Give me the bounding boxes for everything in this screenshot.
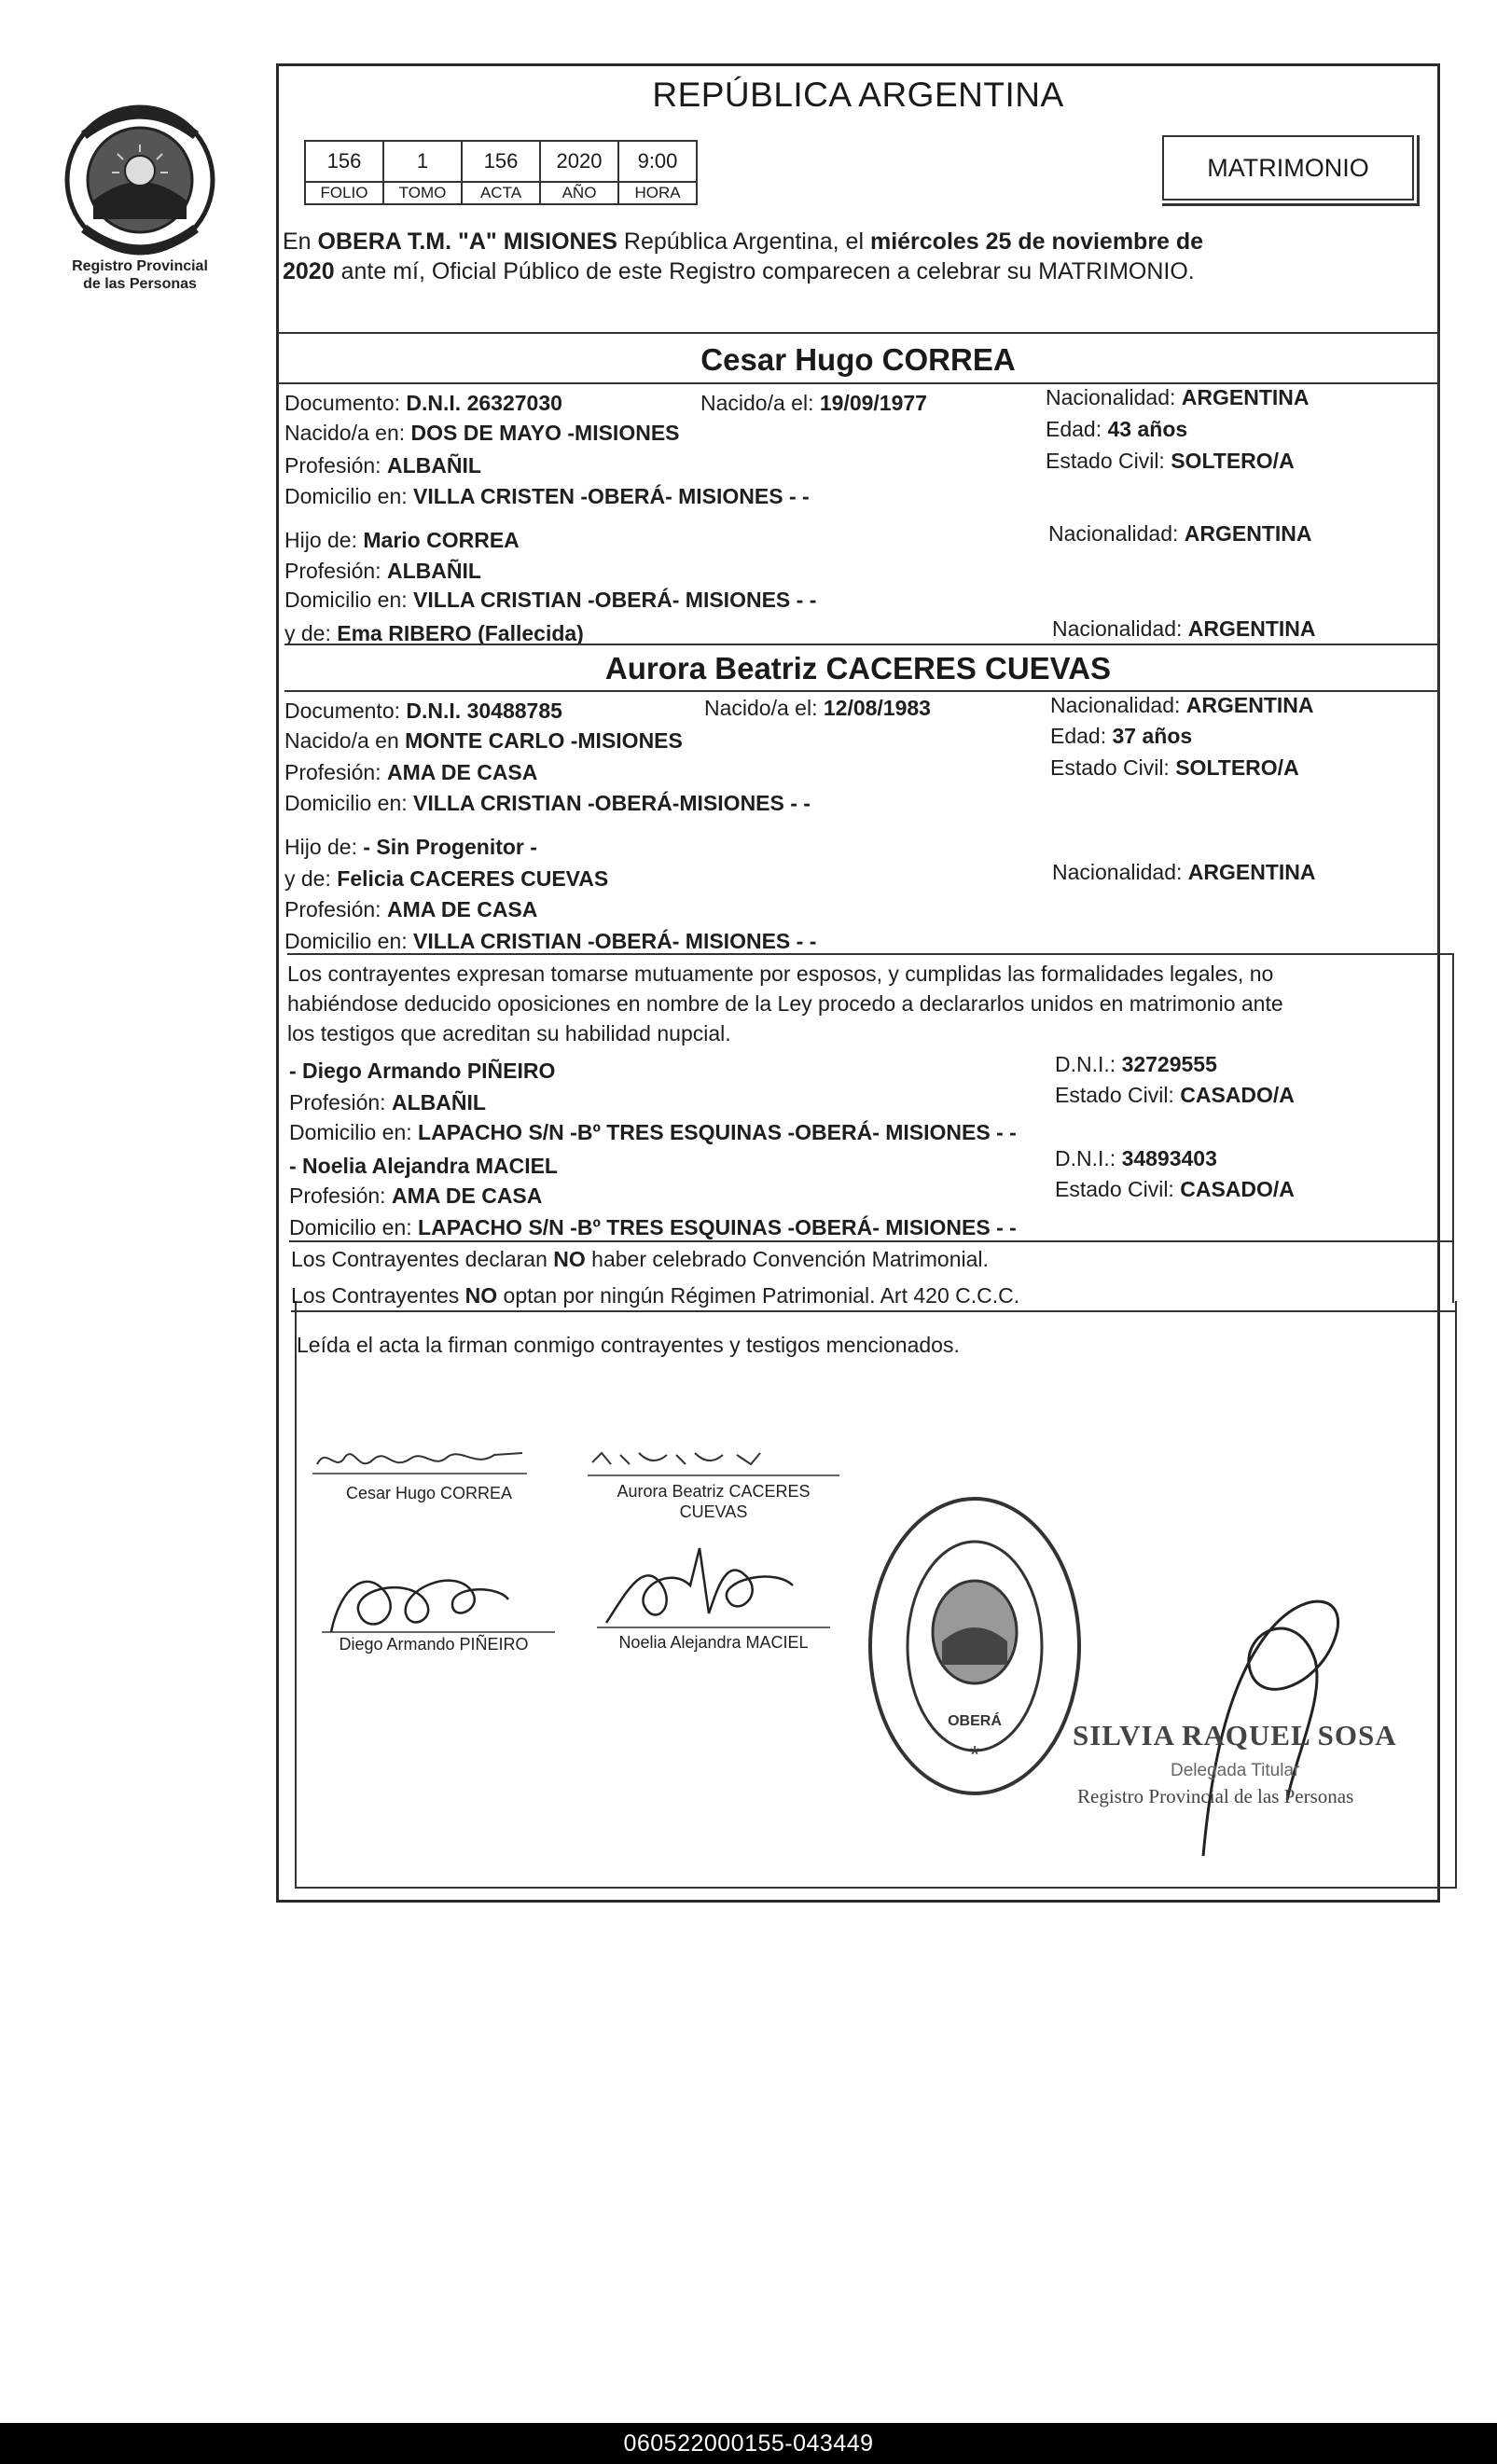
act-type-box: MATRIMONIO [1162,135,1414,201]
value: LAPACHO S/N -Bº TRES ESQUINAS -OBERÁ- MISIONES - - [418,1215,1017,1239]
value: ARGENTINA [1181,385,1310,409]
value: VILLA CRISTEN -OBERÁ- MISIONES - - [413,484,810,508]
bride-nacido-en [284,727,683,754]
label: Profesión: [284,559,387,583]
witness1-dom [289,1119,1017,1145]
value: 19/09/1977 [819,391,927,415]
label: Estado Civil: [1055,1177,1181,1201]
intro-place: OBERA T.M. "A" MISIONES [317,228,617,255]
stamp-city: OBERÁ [948,1713,1002,1729]
closing-statement: Leída el acta la firman conmigo contrayentes y testigos mencionados. [297,1333,960,1357]
bride-mother-dom [284,928,816,954]
seal-caption [37,257,243,293]
value: Mario CORREA [363,528,520,552]
page-title: REPÚBLICA ARGENTINA [652,76,1064,114]
hora-label: HORA [618,182,697,204]
label: Nacionalidad: [1046,385,1182,409]
value: D.N.I. 30488785 [406,699,562,723]
value: VILLA CRISTIAN -OBERÁ-MISIONES - - [413,791,811,815]
intro-year: 2020 [283,258,335,284]
value: 32729555 [1121,1052,1217,1076]
label: Edad: [1046,417,1108,441]
value: ALBAÑIL [386,453,481,478]
emphasis: NO [553,1247,586,1271]
bride-mother-prof [284,896,537,922]
declaration-line1: Los contrayentes expresan tomarse mutuamente por esposos, y cumplidas las formalidades legales, no [287,962,1274,986]
anio-label: AÑO [540,182,618,204]
regimen-statement [291,1282,1019,1308]
groom-father-prof [284,558,481,584]
text: Los Contrayentes declaran [291,1247,554,1271]
acta-value: 156 [462,141,540,182]
label: Documento: [284,699,407,723]
witness1-dni [1055,1051,1217,1077]
witness2-dni [1055,1145,1217,1171]
bride-signature-label [592,1481,835,1522]
intro-date: miércoles 25 de noviembre de [869,228,1204,255]
value: LAPACHO S/N -Bº TRES ESQUINAS -OBERÁ- MISIONES - - [418,1120,1017,1144]
label: Documento: [284,391,407,415]
emphasis: NO [464,1283,498,1308]
value: AMA DE CASA [386,897,538,921]
witness1-name: - Diego Armando PIÑEIRO [289,1059,556,1083]
declaration-line2: habiéndose deducido oposiciones en nombre de la Ley procedo a declararlos unidos en matrimonio ante [287,991,1283,1016]
divider [291,1310,1455,1312]
label: Nacionalidad: [1052,616,1188,641]
divider [287,953,1452,955]
label: Profesión: [289,1090,392,1114]
convencion-statement [291,1246,989,1272]
groom-estado [1046,448,1295,474]
value: VILLA CRISTIAN -OBERÁ- MISIONES - - [413,929,817,953]
value: SOLTERO/A [1171,449,1295,473]
label: Estado Civil: [1046,449,1171,473]
intro-line1 [283,228,1203,256]
bride-profesion [284,759,537,785]
value: - Sin Progenitor - [363,835,537,859]
label: Profesión: [284,453,387,478]
groom-signature-icon [308,1436,532,1483]
witness2-estado [1055,1176,1295,1202]
groom-edad [1046,416,1187,442]
groom-father-nac [1048,520,1312,547]
label: D.N.I.: [1055,1052,1122,1076]
divider [284,644,1438,645]
bride-mother [284,865,608,892]
value: VILLA CRISTIAN -OBERÁ- MISIONES - - [413,588,817,612]
value: D.N.I. 26327030 [406,391,562,415]
label: y de: [284,866,338,891]
bride-mother-nac [1052,859,1316,885]
seal-caption-line1: Registro Provincial [72,258,208,274]
label: Nacido/a el: [704,696,824,720]
groom-documento [284,390,562,416]
label: Nacido/a el: [700,391,820,415]
tomo-label: TOMO [383,182,462,204]
value: AMA DE CASA [391,1184,543,1208]
label: Domicilio en: [284,791,414,815]
label: y de: [284,621,338,645]
groom-profesion [284,452,481,478]
witness2-name: - Noelia Alejandra MACIEL [289,1154,558,1178]
bride-edad [1050,723,1192,749]
value: 37 años [1112,724,1193,748]
bride-nacionalidad [1050,692,1314,718]
bride-nacido-el [704,695,931,721]
intro-l1a: En [283,228,318,255]
witness1-signature-label: Diego Armando PIÑEIRO [339,1635,529,1654]
divider [1438,644,1440,951]
text: Los Contrayentes [291,1283,465,1308]
bride-signature-icon [583,1444,844,1485]
value: CASADO/A [1180,1083,1295,1107]
value: Felicia CACERES CUEVAS [337,866,609,891]
value: 34893403 [1121,1146,1217,1170]
value: 12/08/1983 [823,696,931,720]
value: ARGENTINA [1184,521,1312,546]
bride-father [284,834,537,860]
groom-domicilio [284,483,810,509]
officer-title: Delegada Titular [1171,1761,1300,1780]
groom-signature-label: Cesar Hugo CORREA [345,1484,513,1502]
label: Domicilio en: [284,588,414,612]
intro-line2 [283,257,1195,285]
label: Nacionalidad: [1048,521,1185,546]
label: Estado Civil: [1055,1083,1181,1107]
label: Profesión: [284,897,387,921]
bride-estado [1050,754,1299,781]
groom-name: Cesar Hugo CORREA [700,342,1016,377]
bride-documento [284,698,562,724]
label: Nacido/a en: [284,421,411,445]
officer-registry: Registro Provincial de las Personas [1077,1785,1354,1807]
label: Nacionalidad: [1052,860,1188,884]
text: optan por ningún Régimen Patrimonial. Art 420 C.C.C. [497,1283,1020,1308]
label: Domicilio en: [289,1120,419,1144]
value: ARGENTINA [1187,860,1316,884]
witness2-signature-icon [588,1530,839,1641]
value: ALBAÑIL [386,559,481,583]
value: ALBAÑIL [391,1090,486,1114]
value: ARGENTINA [1185,693,1314,717]
groom-father-dom [284,587,816,613]
folio-value: 156 [305,141,383,182]
value: AMA DE CASA [386,760,538,784]
label: Domicilio en: [284,929,414,953]
acta-label: ACTA [462,182,540,204]
bride-sig-line2: CUEVAS [679,1502,748,1521]
value: 43 años [1107,417,1188,441]
text: haber celebrado Convención Matrimonial. [585,1247,989,1271]
value: SOLTERO/A [1175,755,1299,780]
bride-domicilio [284,790,811,816]
value: ARGENTINA [1187,616,1316,641]
value: MONTE CARLO -MISIONES [405,728,683,753]
declaration-line3: los testigos que acreditan su habilidad nupcial. [287,1021,731,1045]
value: Ema RIBERO (Fallecida) [337,621,584,645]
groom-nacido-en [284,420,680,446]
seal-caption-line2: de las Personas [83,276,197,292]
groom-mother-nac [1052,616,1316,642]
label: Profesión: [284,760,387,784]
groom-mother [284,620,584,646]
groom-nacido-el [700,390,927,416]
witness1-estado [1055,1082,1295,1108]
groom-nacionalidad [1046,384,1310,410]
witness2-signature-label: Noelia Alejandra MACIEL [618,1633,809,1652]
witness2-dom [289,1214,1017,1240]
hora-value: 9:00 [618,141,697,182]
label: Hijo de: [284,835,364,859]
label: Nacionalidad: [1050,693,1186,717]
label: D.N.I.: [1055,1146,1122,1170]
witness1-prof [289,1089,486,1115]
tomo-value: 1 [383,141,462,182]
officer-name: SILVIA RAQUEL SOSA [1073,1719,1397,1751]
label: Edad: [1050,724,1113,748]
intro-l1c: República Argentina, el [617,228,870,255]
svg-text:*: * [969,1740,980,1768]
divider [289,1240,1452,1242]
label: Domicilio en: [284,484,414,508]
official-stamp-icon [863,1492,1087,1800]
groom-father [284,527,520,553]
anio-value: 2020 [540,141,618,182]
footer-code: 060522000155-043449 [0,2423,1497,2464]
registry-table [304,140,698,205]
seal-emblem-icon [56,98,224,261]
value: CASADO/A [1180,1177,1295,1201]
intro-l2b: ante mí, Oficial Público de este Registro comparecen a celebrar su MATRIMONIO. [334,258,1195,284]
label: Domicilio en: [289,1215,419,1239]
value: DOS DE MAYO -MISIONES [410,421,680,445]
label: Hijo de: [284,528,364,552]
label: Nacido/a en [284,728,406,753]
folio-label: FOLIO [305,182,383,204]
label: Profesión: [289,1184,392,1208]
witness2-prof [289,1183,542,1209]
label: Estado Civil: [1050,755,1176,780]
bride-sig-line1: Aurora Beatriz CACERES [617,1482,811,1501]
divider [1452,953,1454,1303]
bride-name: Aurora Beatriz CACERES CUEVAS [604,651,1112,685]
divider [278,332,1438,334]
divider [1438,332,1440,640]
